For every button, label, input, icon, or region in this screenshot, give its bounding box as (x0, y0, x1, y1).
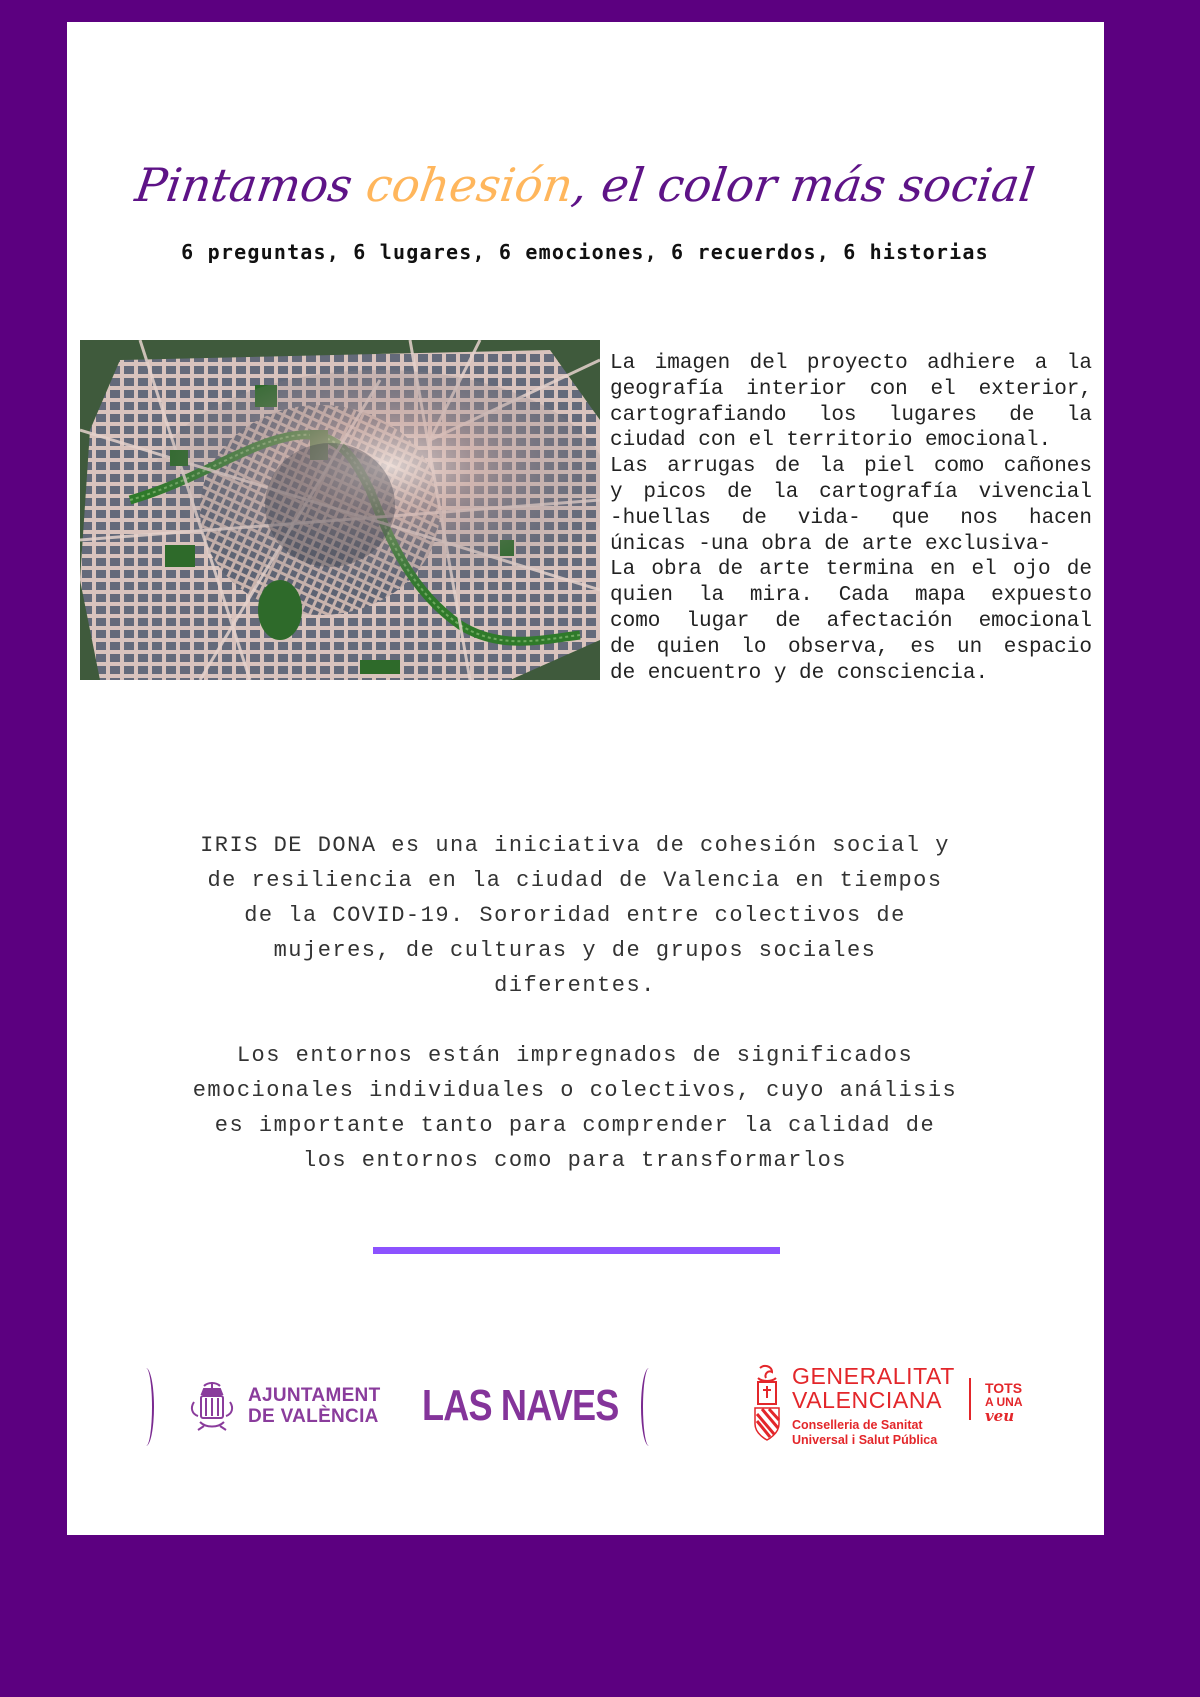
slogan-line-2: A UNA (984, 1395, 1023, 1409)
project-description (610, 351, 1092, 686)
paragraph-line: de la COVID-19. Sororidad entre colectivos de (244, 903, 906, 928)
description-line: La obra de arte termina en el ojo de (610, 558, 1092, 582)
map-eye-image (80, 340, 600, 680)
description-line: de encuentro y de consciencia. (610, 661, 989, 685)
paragraph-line: es importante tanto para comprender la calidad de (214, 1113, 936, 1138)
conselleria-line-1: Conselleria de Sanitat (792, 1418, 923, 1432)
description-line: únicas -una obra de arte exclusiva- (610, 532, 1052, 556)
left-bracket-decoration (138, 1368, 154, 1446)
description-line: ciudad con el territorio emocional. (610, 429, 1052, 453)
right-bracket-decoration (641, 1368, 657, 1446)
description-line: como lugar de afectación emocional (610, 609, 1092, 633)
tots-a-una-veu-slogan (985, 1381, 1023, 1423)
slogan-line-3: veu (984, 1407, 1015, 1425)
paragraph-line: los entornos como para transformarlos (303, 1148, 847, 1173)
description-line: y picos de la cartografía vivencial (610, 480, 1092, 504)
entornos-paragraph (160, 1038, 990, 1178)
generalitat-line-2: VALENCIANA (792, 1387, 943, 1413)
ajuntament-line-1: AJUNTAMENT (248, 1385, 381, 1406)
description-line: cartografiando los lugares de la (610, 403, 1092, 427)
generalitat-text (792, 1364, 955, 1448)
slogan-line-1: TOTS (984, 1380, 1023, 1396)
page-title (0, 158, 1174, 212)
las-naves-logo[interactable]: LAS NAVES (422, 1381, 619, 1430)
paragraph-line: diferentes. (494, 973, 656, 998)
description-line: Las arrugas de la piel como cañones (610, 455, 1092, 479)
section-divider (373, 1247, 780, 1254)
iris-de-dona-paragraph (160, 828, 990, 1003)
ajuntament-valencia-logo[interactable] (188, 1380, 380, 1432)
description-line: -huellas de vida- que nos hacen (610, 506, 1092, 530)
paragraph-line: mujeres, de culturas y de grupos sociales (273, 938, 877, 963)
title-part-2: , el color más social (568, 158, 1038, 212)
description-line: quien la mira. Cada mapa expuesto (610, 584, 1092, 608)
paragraph-line: de resiliencia en la ciudad de Valencia en tiempos (207, 868, 943, 893)
ajuntament-text (248, 1385, 380, 1427)
description-line: La imagen del proyecto adhiere a la (610, 352, 1092, 375)
paragraph-line: IRIS DE DONA es una iniciativa de cohesión social y (200, 833, 950, 858)
description-line: de quien lo observa, es un espacio (610, 635, 1092, 659)
generalitat-valenciana-logo[interactable] (752, 1364, 1023, 1448)
ajuntament-line-2: DE VALÈNCIA (248, 1406, 379, 1427)
title-part-1: Pintamos (132, 158, 371, 212)
description-line: geografía interior con el exterior, (610, 377, 1092, 401)
valencia-coat-of-arms-icon (188, 1380, 236, 1432)
city-map-illustration (80, 340, 600, 680)
title-accent-word: cohesión (362, 158, 577, 212)
conselleria-line-2: Universal i Salut Pública (792, 1433, 938, 1447)
generalitat-coat-of-arms-icon (752, 1364, 782, 1442)
paragraph-line: Los entornos están impregnados de significados (236, 1043, 914, 1068)
paragraph-line: emocionales individuales o colectivos, cuyo análisis (192, 1078, 958, 1103)
logo-separator (969, 1378, 971, 1420)
generalitat-line-1: GENERALITAT (792, 1363, 955, 1389)
page-subtitle: 6 preguntas, 6 lugares, 6 emociones, 6 recuerdos, 6 historias (181, 240, 989, 264)
